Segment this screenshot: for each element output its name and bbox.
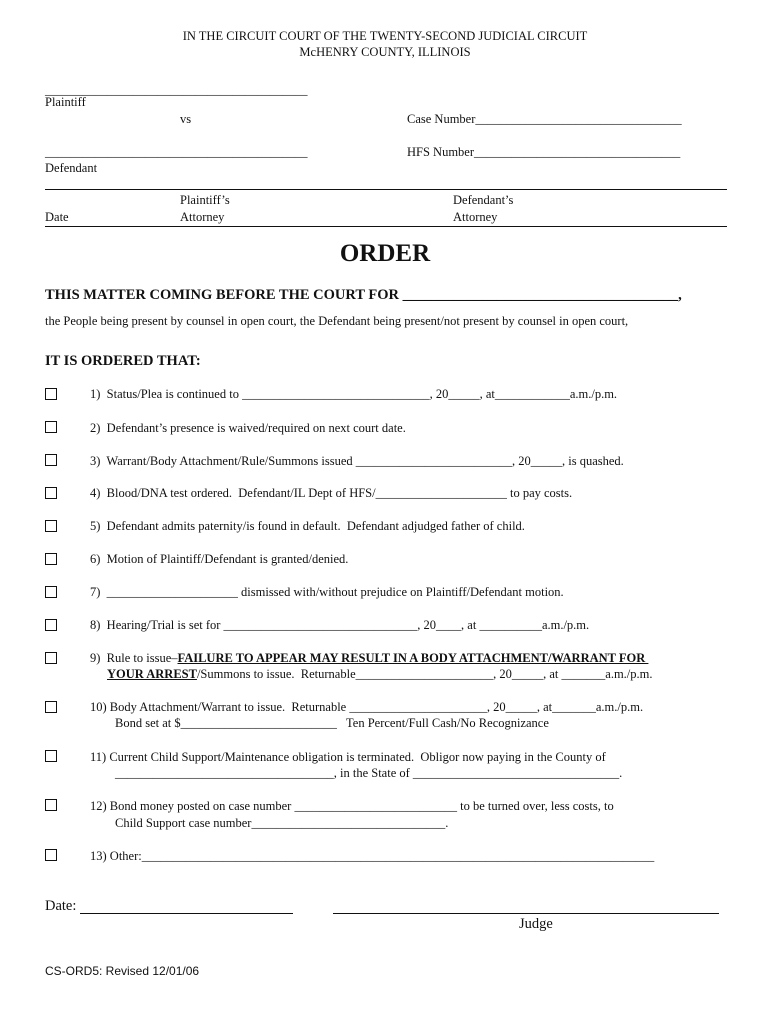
county-name: McHENRY COUNTY, ILLINOIS	[299, 45, 471, 59]
plaintiff-label: Plaintiff	[45, 95, 86, 109]
item-9-prefix: 9) Rule to issue–	[90, 651, 178, 665]
vs-label: vs	[180, 112, 192, 126]
item-7-text: 7) _____________________ dismissed with/without prejudice on Plaintiff/Defendant motion.	[90, 585, 564, 599]
item-9-line-1	[90, 651, 648, 666]
item-2-text: 2) Defendant’s presence is waived/required on next court date.	[90, 421, 406, 435]
item-10-line-1: 10) Body Attachment/Warrant to issue. Returnable ______________________, 20_____, at_______a.m./p.m.	[90, 700, 644, 714]
court-name: IN THE CIRCUIT COURT OF THE TWENTY-SECOND JUDICIAL CIRCUIT	[182, 29, 588, 43]
item-13-checkbox[interactable]	[45, 849, 57, 861]
item-3-text: 3) Warrant/Body Attachment/Rule/Summons issued _________________________, 20_____, is quashed.	[90, 454, 624, 468]
item-11-line-2: ___________________________________, in the State of _________________________________.	[115, 766, 623, 780]
defendant-blank[interactable]: __________________________________________	[45, 145, 308, 159]
date-signature-line[interactable]	[80, 913, 293, 914]
item-9-checkbox[interactable]	[45, 652, 57, 664]
item-5-text: 5) Defendant admits paternity/is found in default. Defendant adjudged father of child.	[90, 519, 525, 533]
item-4-checkbox[interactable]	[45, 487, 57, 499]
item-9-warning: FAILURE TO APPEAR MAY RESULT IN A BODY ATTACHMENT/WARRANT FOR	[177, 651, 649, 665]
item-6-checkbox[interactable]	[45, 553, 57, 565]
date-label: Date	[45, 210, 69, 224]
item-1-checkbox[interactable]	[45, 388, 57, 400]
item-12-line-2: Child Support case number_______________________________.	[115, 816, 449, 830]
item-10-line-2: Bond set at $_________________________ Ten Percent/Full Cash/No Recognizance	[115, 716, 549, 730]
case-number-field[interactable]: Case Number_________________________________	[407, 112, 682, 126]
divider-top	[45, 189, 727, 190]
item-9-rest: /Summons to issue. Returnable______________________, 20_____, at _______a.m./p.m.	[196, 667, 653, 681]
form-id: CS-ORD5: Revised 12/01/06	[45, 964, 200, 978]
item-1-text: 1) Status/Plea is continued to ______________________________, 20_____, at____________a.m./p.m.	[90, 387, 618, 401]
item-11-line-1: 11) Current Child Support/Maintenance obligation is terminated. Obligor now paying in the County of	[90, 750, 606, 764]
item-5-checkbox[interactable]	[45, 520, 57, 532]
item-8-text: 8) Hearing/Trial is set for _______________________________, 20____, at __________a.m./p.m.	[90, 618, 590, 632]
hfs-number-field[interactable]: HFS Number_________________________________	[407, 145, 681, 159]
item-7-checkbox[interactable]	[45, 586, 57, 598]
defendant-attorney-label: Defendant’s	[453, 193, 514, 207]
item-3-checkbox[interactable]	[45, 454, 57, 466]
item-11-checkbox[interactable]	[45, 750, 57, 762]
plaintiff-attorney-label-2: Attorney	[180, 210, 225, 224]
defendant-label: Defendant	[45, 161, 98, 175]
defendant-attorney-label-2: Attorney	[453, 210, 498, 224]
plaintiff-attorney-label: Plaintiff’s	[180, 193, 230, 207]
matter-line[interactable]: THIS MATTER COMING BEFORE THE COURT FOR ______________________________________,	[45, 287, 682, 303]
item-12-line-1: 12) Bond money posted on case number __________________________ to be turned over, less costs, to	[90, 799, 614, 813]
page-title: ORDER	[339, 240, 431, 267]
item-6-text: 6) Motion of Plaintiff/Defendant is granted/denied.	[90, 552, 349, 566]
plaintiff-blank[interactable]: __________________________________________	[45, 83, 308, 97]
item-4-text: 4) Blood/DNA test ordered. Defendant/IL Dept of HFS/_____________________ to pay costs.	[90, 486, 573, 500]
footer-date-label: Date:	[45, 898, 81, 914]
item-10-checkbox[interactable]	[45, 701, 57, 713]
ordered-heading: IT IS ORDERED THAT:	[45, 353, 201, 369]
item-8-checkbox[interactable]	[45, 619, 57, 631]
judge-label: Judge	[519, 916, 553, 932]
item-13-text: 13) Other:__________________________________________________________________________________	[90, 849, 655, 863]
presence-line: the People being present by counsel in open court, the Defendant being present/not present by counsel in open court,	[45, 314, 629, 328]
item-9-line-2	[107, 667, 653, 682]
item-9-warning-2: YOUR ARREST	[107, 667, 197, 681]
divider-bottom	[45, 226, 727, 227]
judge-signature-line[interactable]	[333, 913, 719, 914]
item-2-checkbox[interactable]	[45, 421, 57, 433]
item-12-checkbox[interactable]	[45, 799, 57, 811]
